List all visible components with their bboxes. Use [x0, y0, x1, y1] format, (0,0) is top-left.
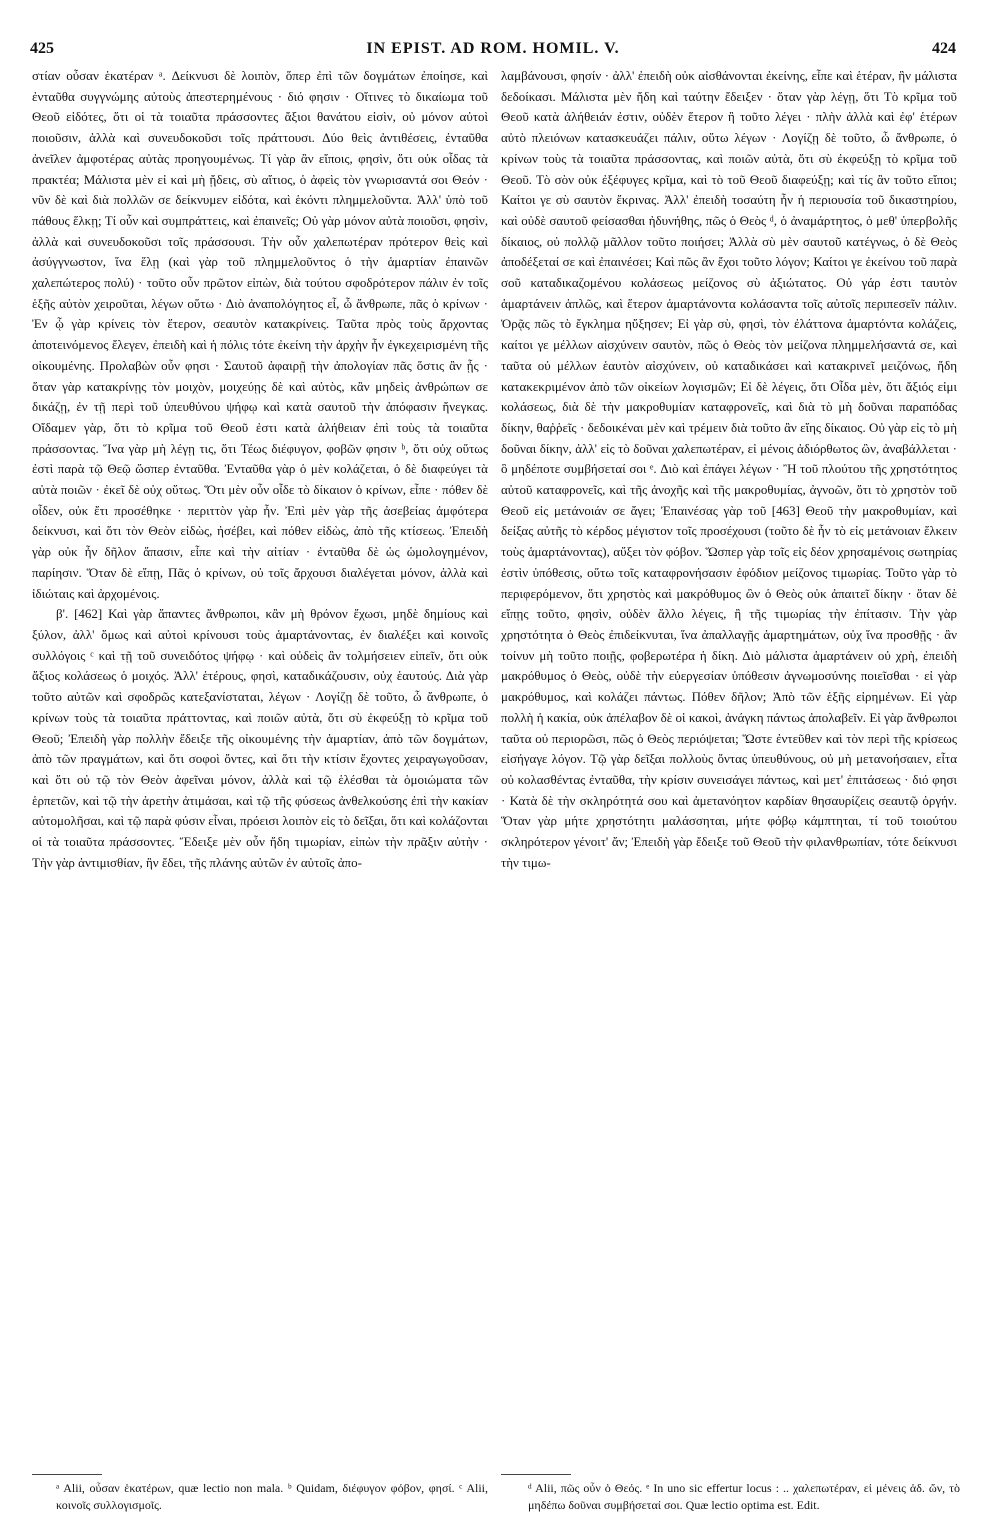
running-title: IN EPIST. AD ROM. HOMIL. V. [366, 40, 620, 57]
right-paragraph-1: λαμβάνουσι, φησίν · ἀλλ' ἐπειδὴ οὐκ αἰσθάνονται ἐκείνης, εἶπε καὶ ἑτέραν, ἣν μάλιστα δεδοίκασι. Μάλιστα μὲν ἤδη καὶ ταύτην ἔδειξεν · ὅταν γὰρ λέγῃ, ὅτι Τὸ κρῖμα τοῦ Θεοῦ κατὰ ἀλήθειάν ἐστιν, οὐδὲν ἕτερον ἢ τοῦτο λέγει · πλὴν ἀλλὰ καὶ ἐφ' ἑτέρων αὐτὸ πλειόνων κατασκευάζει πάλιν, οὕτω λέγων · Λογίζῃ δὲ τοῦτο, ὦ ἄνθρωπε, ὁ κρίνων τοὺς τὰ τοιαῦτα πράσσοντας, καὶ ποιῶν αὐτὰ, ὅτι σὺ ἐκφεύξῃ τὸ κρῖμα τοῦ Θεοῦ. Τὸ σὸν οὐκ ἐξέφυγες κρῖμα, καὶ τὸ τοῦ Θεοῦ διαφεύξῃ; καὶ τίς ἂν τοῦτο εἴποι; Καίτοι γε σὺ σαυτὸν ἔκρινας. Ἀλλ' ἐπειδὴ τοσαύτη ἦν ἡ περιουσία τοῦ δικαστηρίου, καὶ οὐδὲ σαυτοῦ φείσασθαι ἠδυνήθης, πῶς ὁ Θεὸς ᵈ, ὁ ἀναμάρτητος, ὁ μεθ' ὑπερβολῆς δίκαιος, οὐ πολλῷ μᾶλλον τοῦτο ποιήσει; Ἀλλὰ σὺ μὲν σαυτοῦ κατέγνως, ὁ δὲ Θεὸς ἀποδέξεταί σε καὶ ἐπαινέσει; Καὶ πῶς ἂν ἔχοι τοῦτο λόγον; Καίτοι γε ἐκείνου τοῦ παρὰ σοῦ καταδικαζομένου κολάσεως μείζονος σὺ ἀξιώτατος. Οὐ γάρ ἐστι ταυτὸν ἁμαρτάνειν ἁπλῶς, καὶ ἕτερον ἁμαρτάνοντα κολάσαντα τοῖς αὐτοῖς περιπεσεῖν πάλιν. Ὁρᾷς πῶς τὸ ἔγκλημα ηὔξησεν; Εἰ γὰρ σὺ, φησὶ, τὸν ἐλάττονα ἁμαρτόντα κολάζεις, καίτοι γε μέλλων αἰσχύνειν σαυτὸν, πῶς ὁ Θεὸς τὸν μείζονα πλημμελήσαντά σε, καὶ ταῦτα οὐ μέλλων ἑαυτὸν αἰσχύνειν, οὐ καταδικάσει καὶ κατακρινεῖ μειζόνως, ἤδη κατακεκριμένον ἀπὸ τῶν οἰκείων λογισμῶν; Εἰ δὲ λέγεις, ὅτι Οἶδα μὲν, ὅτι ἄξιός εἰμι κολάσεως, διὰ δὲ τὴν μακροθυμίαν καταφρονεῖς, καὶ διὰ τὸ μὴ δοῦναι παραπόδας δίκην, θαῤῥεῖς · δεδοικέναι μὲν καὶ τρέμειν διὰ τοῦτο ἂν εἴης δίκαιος. Οὐ γὰρ εἰς τὸ μὴ δοῦναι δίκην, ἀλλ' εἰς τὸ δοῦναι χαλεπωτέραν, εἰ μένοις ἀδιόρθωτος ὢν, ἀναβάλλεται · ὃ μηδέποτε συμβήσεταί σοι ᵉ. Διὸ καὶ ἐπάγει λέγων · Ἢ τοῦ πλούτου τῆς χρηστότητος αὐτοῦ καταφρονεῖς, καὶ τῆς ἀνοχῆς καὶ τῆς μακροθυμίας, ἀγνοῶν, ὅτι τὸ χρηστὸν τοῦ Θεοῦ εἰς μετάνοιάν σε ἄγει; Ἐπαινέσας γὰρ τοῦ [463] Θεοῦ τὴν μακροθυμίαν, καὶ δείξας αὐτῆς τὸ κέρδος μέγιστον τοῖς προσέχουσι (τοῦτο δὲ ἦν τὸ εἰς μετάνοιαν ἕλκειν τοὺς ἁμαρτάνοντας), αὔξει τὸν φόβον. Ὥσπερ γὰρ τοῖς εἰς δέον χρησαμένοις σωτηρίας ἐστὶν ὑπόθεσις, οὕτω τοῖς καταφρονήσασιν ἐφόδιον μείζονος τιμωρίας. Τοῦτο γὰρ τὸ περιφερόμενον, ὅτι χρηστὸς καὶ μακρόθυμος ὢν ὁ Θεὸς οὐκ ἀπαιτεῖ δίκην · ὅταν δὲ εἴπῃς τοῦτο, φησὶν, οὐδὲν ἄλλο λέγεις, ἢ τῆς τιμωρίας τὴν ἐπίτασιν. Τὴν γὰρ χρηστότητα ὁ Θεὸς ἐπιδείκνυται, ἵνα ἀπαλλαγῇς ἁμαρτημάτων, οὐχ ἵνα προσθῇς · ἂν τοίνυν μὴ τοῦτο ποιῇς, φοβερωτέρα ἡ δίκη. Διὸ μάλιστα ἁμαρτάνειν οὐ χρὴ, ἐπειδὴ μακρόθυμος ὁ Θεὸς, οὐδὲ τὴν εὐεργεσίαν ὑπόθεσιν ἀγνωμοσύνης ποιεῖσθαι · εἰ γὰρ μακρόθυμος, καὶ κολάζει πάντως. Πόθεν δῆλον; Ἀπὸ τῶν ἑξῆς εἰρημένων. Εἰ γὰρ πολλὴ ἡ κακία, οὐκ ἀπέλαβον δὲ οἱ κακοὶ, ἀνάγκη πάντως ἀπολαβεῖν. Εἰ γὰρ ἄνθρωποι ταῦτα οὐ περιορῶσι, πῶς ὁ Θεὸς περιόψεται; Ὥστε ἐντεῦθεν καὶ τὸν περὶ τῆς κρίσεως εἰσήγαγε λόγον. Τῷ γὰρ δεῖξαι πολλοὺς ὄντας ὑπευθύνους, οὐ μὴ μετανοήσαιεν, εἶτα οὐ κολασθέντας ἐνταῦθα, τὴν κρίσιν συνεισάγει πάντως, καὶ μετ' ἐπιτάσεως · διό φησι · Κατὰ δὲ τὴν σκληρότητά σου καὶ ἀμετανόητον καρδίαν θησαυρίζεις σεαυτῷ ὀργήν. Ὅταν γὰρ μήτε χρηστότητι μαλάσσηται, μήτε φόβῳ κάμπτηται, τί τοῦ τοιούτου σκληρότερον γένοιτ' ἄν; Ἐπειδὴ γὰρ ἔδειξε τοῦ Θεοῦ τὴν φιλανθρωπίαν, τότε δείκνυσι τὴν τιμω- [501, 68, 957, 870]
footnote-rule-right [501, 1474, 571, 1475]
left-text-column [32, 66, 488, 1461]
footnotes-left: ᵃ Alii, οὖσαν ἑκατέρων, quæ lectio non mala. ᵇ Quidam, διέφυγον φόβον, φησί. ᶜ Alii, κοινοῖς συλλογισμοῖς. [56, 1481, 488, 1512]
footnotes-right: ᵈ Alii, πῶς οὖν ὁ Θεός. ᵉ In uno sic effertur locus : .. χαλεπωτέραν, εἰ μένεις ἀδ. ὤν, τὸ μηδέπω δοῦναι συμβήσεταί σοι. Quæ lectio optima est. Edit. [528, 1481, 960, 1512]
left-paragraph-2: β'. [462] Καὶ γὰρ ἅπαντες ἄνθρωποι, κἂν μὴ θρόνον ἔχωσι, μηδὲ δημίους καὶ ξύλον, ἀλλ' ὅμως καὶ αὐτοὶ κρίνουσι τοὺς ἁμαρτάνοντας, ἐν διαλέξει καὶ κοινοῖς συλλόγοις ᶜ καὶ τῇ τοῦ συνειδότος ψήφῳ · καὶ οὐδεὶς ἂν τολμήσειεν εἰπεῖν, ὅτι οὐκ ἄξιος κολάσεως ὁ μοιχός. Ἀλλ' ἑτέρους, φησὶ, καταδικάζουσιν, οὐχ ἑαυτούς. Διὰ γὰρ τοῦτο αὐτῶν καὶ σφοδρῶς κατεξανίσταται, λέγων · Λογίζῃ δὲ τοῦτο, ὦ ἄνθρωπε, ὁ κρίνων τοὺς τὰ τοιαῦτα πράττοντας, καὶ ποιῶν αὐτὰ, ὅτι σὺ ἐκφεύξῃ τὸ κρῖμα τοῦ Θεοῦ; Ἐπειδὴ γὰρ πολλὴν ἔδειξε τῆς οἰκουμένης τὴν ἁμαρτίαν, ἀπὸ τῶν δογμάτων, ἀπὸ τῶν πραγμάτων, καὶ ὅτι σοφοὶ ὄντες, καὶ ὅτι τὴν κτίσιν ἔχοντες χειραγωγοῦσαν, καὶ ὅτι οὐ τῷ τὸν Θεὸν ἀφεῖναι μόνον, ἀλλὰ καὶ τῷ ἑλέσθαι τὰ ὁμοιώματα τῶν ἑρπετῶν, καὶ τῷ τὴν ἀρετὴν ἀτιμάσαι, καὶ τῷ τῆς φύσεως ἀνθελκούσης ἐπὶ τὴν κακίαν αὐτομολῆσαι, καὶ τῷ παρὰ φύσιν εἶναι, πρόεισι λοιπὸν εἰς τὸ δεῖξαι, ὅτι καὶ κολάζονται οἱ τὰ τοιαῦτα πράσσοντες. Ἔδειξε μὲν οὖν ἤδη τιμωρίαν, εἰπὼν τὴν πρᾶξιν αὐτὴν · Τὴν γὰρ ἀντιμισθίαν, ἣν ἔδει, τῆς πλάνης αὐτῶν ἐν αὐτοῖς ἀπο- [32, 606, 488, 870]
page-number-left: 425 [30, 40, 54, 57]
footnote-rule-left [32, 1474, 102, 1475]
running-header [30, 36, 956, 62]
page-number-right: 424 [931, 40, 956, 57]
right-text-column [501, 66, 957, 1461]
left-paragraph-1: στίαν οὖσαν ἑκατέραν ᵃ. Δείκνυσι δὲ λοιπὸν, ὅπερ ἐπὶ τῶν δογμάτων ἐποίησε, καὶ ἐνταῦθα συγγνώμης αὐτοὺς ἀπεστερημένους · διό φησιν · Οἵτινες τὸ δικαίωμα τοῦ Θεοῦ εἰδότες, ὅτι οἱ τὰ τοιαῦτα πράσσοντες ἄξιοι θανάτου εἰσὶν, οὐ μόνον αὐτοὶ ποιοῦσιν, ἀλλὰ καὶ συνευδοκοῦσι τοῖς πράττουσι. Δύο θεὶς ἀντιθέσεις, ἐνταῦθα ἀνεῖλεν ἀμφοτέρας αὐτὰς προηγουμένως. Τί γὰρ ἂν εἴποις, φησὶν, ὅτι οὐκ οἶδας τὰ πρακτέα; Μάλιστα μὲν εἰ καὶ μὴ ᾔδεις, σὺ αἴτιος, ὁ ἀφεὶς τὸν γνωρισαντά σοι Θεόν · νῦν δὲ καὶ διὰ πολλῶν σε δείκνυμεν εἰδότα, καὶ ἑκόντι πλημμελοῦντα. Ἀλλ' ὑπὸ τοῦ πάθους ἕλκῃ; Τί οὖν καὶ συμπράττεις, καὶ ἐπαινεῖς; Οὐ γὰρ μόνον αὐτὰ ποιοῦσι, φησὶν, ἀλλὰ καὶ συνευδοκοῦσι τοῖς πράσσουσι. Τὴν οὖν χαλεπωτέραν πρότερον θεὶς καὶ ἀσύγγνωστον, ἵνα ἕλῃ (καὶ γὰρ τοῦ πλημμελοῦντος ὁ τὴν ἁμαρτίαν ἐπαινῶν χαλεπώτερος πολύ) · τοῦτο οὖν πρῶτον εἰπὼν, διὰ τούτου σφοδρότερον πάλιν ἐν τοῖς ἑξῆς αὐτὸν χειροῦται, λέγων οὕτω · Διὸ ἀναπολόγητος εἶ, ὦ ἄνθρωπε, πᾶς ὁ κρίνων · Ἐν ᾧ γὰρ κρίνεις τὸν ἕτερον, σεαυτὸν κατακρίνεις. Ταῦτα πρὸς τοὺς ἄρχοντας ἀποτεινόμενος ἔλεγεν, ἐπειδὴ καὶ ἡ πόλις τότε ἐκείνη τὴν ἀρχὴν ἦν ἐγκεχειρισμένη τῆς οἰκουμένης. Προλαβὼν οὖν φησι · Σαυτοῦ ἀφαιρῇ τὴν ἀπολογίαν πᾶς ὅστις ἂν ᾖς · ὅταν γὰρ κατακρίνῃς τὸν μοιχὸν, μοιχεύῃς δὲ καὶ αὐτὸς, κἂν μηδεὶς ἀνθρώπων σε δικάζῃ, ἐν τῇ περὶ τοῦ ὑπευθύνου ψήφῳ καὶ κατὰ σαυτοῦ τὴν ἀπόφασιν ἤνεγκας. Οἴδαμεν γὰρ, ὅτι τὸ κρῖμα τοῦ Θεοῦ ἐστι κατὰ ἀλήθειαν ἐπὶ τοὺς τὰ τοιαῦτα πράσσοντας. Ἵνα γὰρ μὴ λέγῃ τις, ὅτι Τέως διέφυγον, φοβῶν φησιν ᵇ, ὅτι οὐχ οὕτως ἐστὶ παρὰ τῷ Θεῷ ὥσπερ ἐνταῦθα. Ἐνταῦθα γὰρ ὁ μὲν κολάζεται, ὁ δὲ διαφεύγει τὰ αὐτὰ ποιῶν · ἐκεῖ δὲ οὐχ οὕτως. Ὅτι μὲν οὖν οἶδε τὸ δίκαιον ὁ κρίνων, εἶπε · πόθεν δὲ οἶδεν, οὐκ ἔτι προσέθηκε · περιττὸν γὰρ ἦν. Ἐπὶ μὲν γὰρ τῆς ἀσεβείας ἀμφότερα δείκνυσι, καὶ ὅτι τὸν Θεὸν εἰδὼς, ἠσέβει, καὶ πόθεν εἰδὼς, ἀπὸ τῆς κτίσεως. Ἐπειδὴ γὰρ οὐκ ἦν δῆλον ἅπασιν, εἶπε καὶ τὴν αἰτίαν · ἐνταῦθα δὲ ὡς ὡμολογημένον, παρίησιν. Ὅταν δὲ εἴπῃ, Πᾶς ὁ κρίνων, οὐ τοῖς ἄρχουσι διαλέγεται μόνον, ἀλλὰ καὶ ἰδιώταις καὶ ἀρχομένοις. [32, 68, 488, 601]
